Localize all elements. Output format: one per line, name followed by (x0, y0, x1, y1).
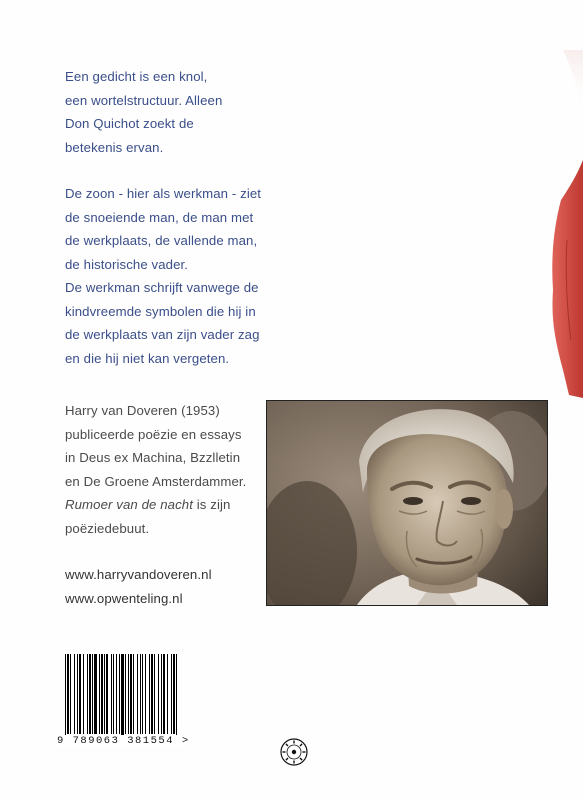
barcode-bar (79, 654, 81, 734)
barcode-bar (99, 654, 100, 734)
barcode-bar (137, 654, 138, 734)
barcode-bar (140, 654, 141, 734)
bio-line: in Deus ex Machina, Bzzlletin (65, 450, 241, 465)
bio-line: Harry van Doveren (1953) (65, 403, 220, 418)
author-bio (65, 399, 246, 540)
barcode-bar (106, 654, 108, 734)
book-title: Rumoer van de nacht (65, 497, 193, 512)
bio-line: en De Groene Amsterdammer. (65, 473, 247, 489)
poem-stanza-2 (65, 182, 261, 370)
barcode-bar (113, 654, 114, 734)
barcode-bar (133, 654, 134, 734)
barcode-bar (65, 654, 66, 740)
barcode-bar (83, 654, 84, 734)
barcode-bar (173, 654, 175, 734)
barcode-bar (87, 654, 88, 734)
barcode-bar (92, 654, 93, 734)
isbn-barcode (63, 652, 181, 744)
barcode-bar (163, 654, 165, 734)
website-links (65, 563, 212, 610)
barcode-bar (104, 654, 105, 734)
barcode-bar (111, 654, 112, 734)
barcode-bar (125, 654, 126, 734)
barcode-bar (94, 654, 97, 734)
barcode-bar (151, 654, 153, 734)
barcode-bar (142, 654, 143, 734)
bio-line: poëziedebuut. (65, 520, 150, 536)
barcode-bar (158, 654, 159, 734)
barcode-bar (101, 654, 103, 734)
poem-stanza-1 (65, 65, 222, 159)
barcode-bar (77, 654, 78, 734)
barcode-bar (176, 654, 177, 740)
poem-line: Don Quichot zoekt de (65, 116, 194, 131)
barcode-bar (154, 654, 155, 734)
barcode-bar (70, 654, 71, 734)
barcode-bar (121, 654, 124, 740)
bio-title-line (65, 493, 246, 517)
barcode-bar (167, 654, 168, 734)
bio-line: publiceerde poëzie en essays (65, 426, 242, 442)
poem-line: de snoeiende man, de man met (65, 209, 254, 225)
barcode-bar (67, 654, 69, 734)
barcode-bar (89, 654, 91, 734)
red-artwork (523, 40, 583, 400)
poem-line: betekenis ervan. (65, 139, 164, 155)
isbn-number: 9 789063 381554 > (57, 735, 190, 747)
poem-line: de werkplaats, de vallende man, (65, 233, 258, 248)
poem-line: en die hij niet kan vergeten. (65, 350, 230, 366)
publisher-seal-icon (280, 738, 308, 766)
barcode-bar (128, 654, 129, 734)
barcode-bar (161, 654, 162, 734)
bio-title-suffix: is zijn (193, 497, 231, 512)
author-photo (266, 400, 548, 606)
barcode-bar (171, 654, 172, 734)
publisher-website-link[interactable]: www.opwenteling.nl (65, 590, 183, 606)
barcode-bar (145, 654, 146, 734)
barcode-bar (74, 654, 75, 734)
poem-line: de werkplaats van zijn vader zag (65, 327, 260, 342)
barcode-bar (130, 654, 132, 734)
poem-line: kindvreemde symbolen die hij in (65, 303, 256, 319)
barcode-bar (119, 654, 120, 734)
poem-line: De zoon - hier als werkman - ziet (65, 186, 262, 201)
barcode-bar (116, 654, 117, 734)
poem-line: de historische vader. (65, 256, 189, 272)
author-website-link[interactable]: www.harryvandoveren.nl (65, 567, 212, 582)
barcode-bar (149, 654, 150, 734)
poem-line: Een gedicht is een knol, (65, 69, 208, 84)
poem-line: De werkman schrijft vanwege de (65, 280, 259, 295)
poem-line: een wortelstructuur. Alleen (65, 92, 223, 108)
